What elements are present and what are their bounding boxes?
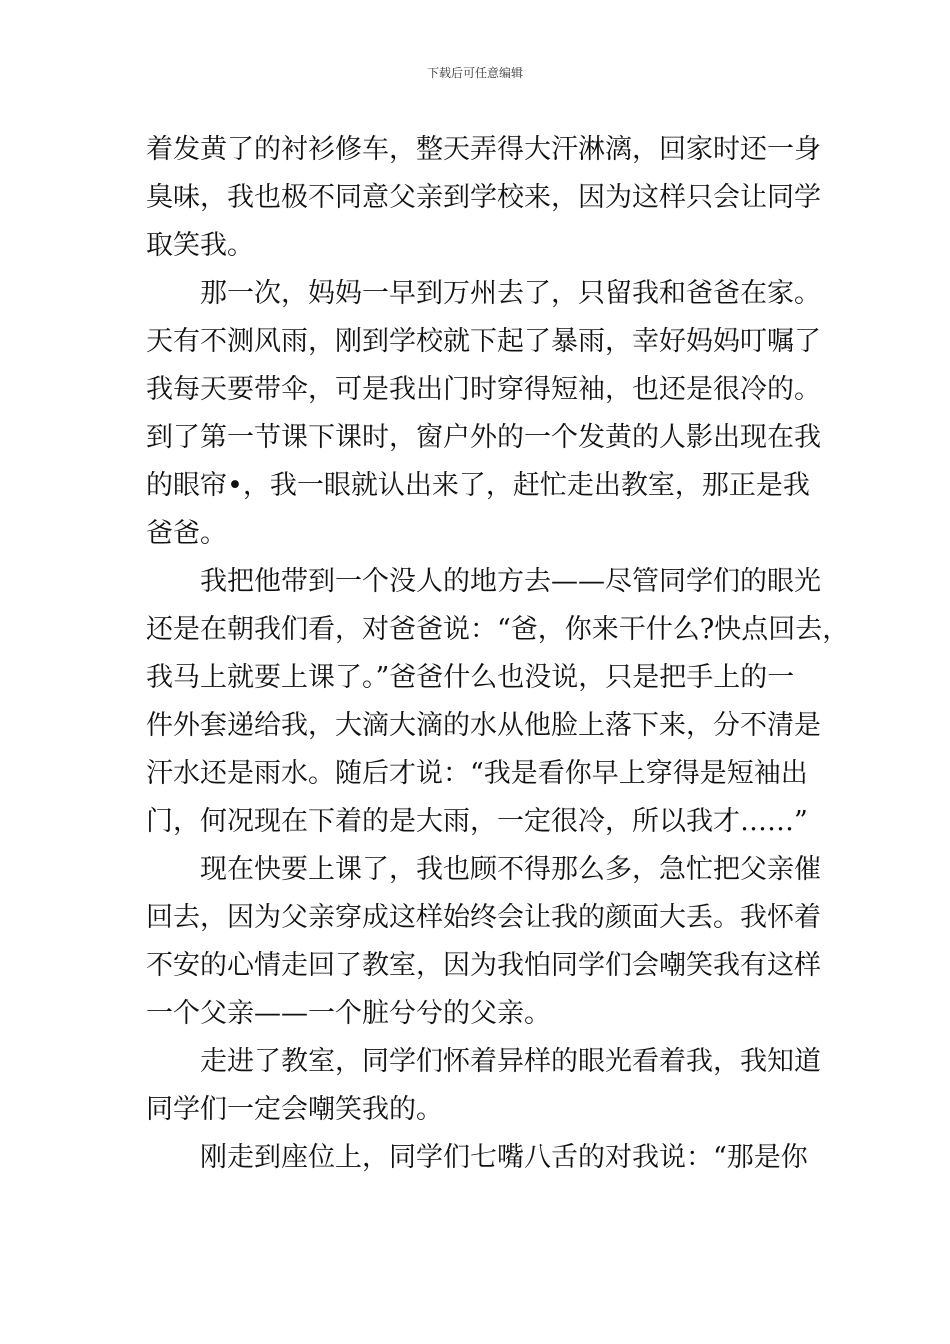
text-line: 取笑我。 xyxy=(146,230,254,261)
text-line: 着发黄了的衬衫修车，整天弄得大汗淋漓，回家时还一身 xyxy=(146,134,821,165)
text-line: 不安的心情走回了教室，因为我怕同学们会嘲笑我有这样 xyxy=(146,950,821,981)
text-line: 臭味，我也极不同意父亲到学校来，因为这样只会让同学 xyxy=(146,182,821,213)
text-line: 一个父亲——一个脏兮兮的父亲。 xyxy=(146,998,551,1029)
paragraph-start-line: 我把他带到一个没人的地方去——尽管同学们的眼光 xyxy=(146,566,821,597)
text-line: 我马上就要上课了。”爸爸什么也没说，只是把手上的一 xyxy=(146,662,795,693)
paragraph-start-line: 走进了教室，同学们怀着异样的眼光看着我，我知道 xyxy=(146,1046,821,1077)
text-line: 汗水还是雨水。随后才说：“我是看你早上穿得是短袖出 xyxy=(146,758,808,789)
text-line: 还是在朝我们看，对爸爸说：“爸，你来干什么?快点回去， xyxy=(146,614,850,645)
page-header: 下载后可任意编辑 xyxy=(426,66,523,80)
paragraph-start-line: 刚走到座位上，同学们七嘴八舌的对我说：“那是你 xyxy=(146,1142,808,1173)
paragraph-start-line: 现在快要上课了，我也顾不得那么多，急忙把父亲催 xyxy=(146,854,821,885)
text-line: 件外套递给我，大滴大滴的水从他脸上落下来，分不清是 xyxy=(146,710,821,741)
text-line: 爸爸。 xyxy=(146,518,227,549)
text-line: 天有不测风雨，刚到学校就下起了暴雨，幸好妈妈叮嘱了 xyxy=(146,326,821,357)
text-line: 门，何况现在下着的是大雨，一定很冷，所以我才……” xyxy=(146,806,808,837)
text-line: 回去，因为父亲穿成这样始终会让我的颜面大丢。我怀着 xyxy=(146,902,821,933)
text-line: 到了第一节课下课时，窗户外的一个发黄的人影出现在我 xyxy=(146,422,821,453)
text-line: 同学们一定会嘲笑我的。 xyxy=(146,1094,443,1125)
article-body xyxy=(146,126,850,1182)
text-line: 的眼帘•，我一眼就认出来了，赶忙走出教室，那正是我 xyxy=(146,470,810,501)
paragraph-start-line: 那一次，妈妈一早到万州去了，只留我和爸爸在家。 xyxy=(146,278,821,309)
text-line: 我每天要带伞，可是我出门时穿得短袖，也还是很冷的。 xyxy=(146,374,821,405)
